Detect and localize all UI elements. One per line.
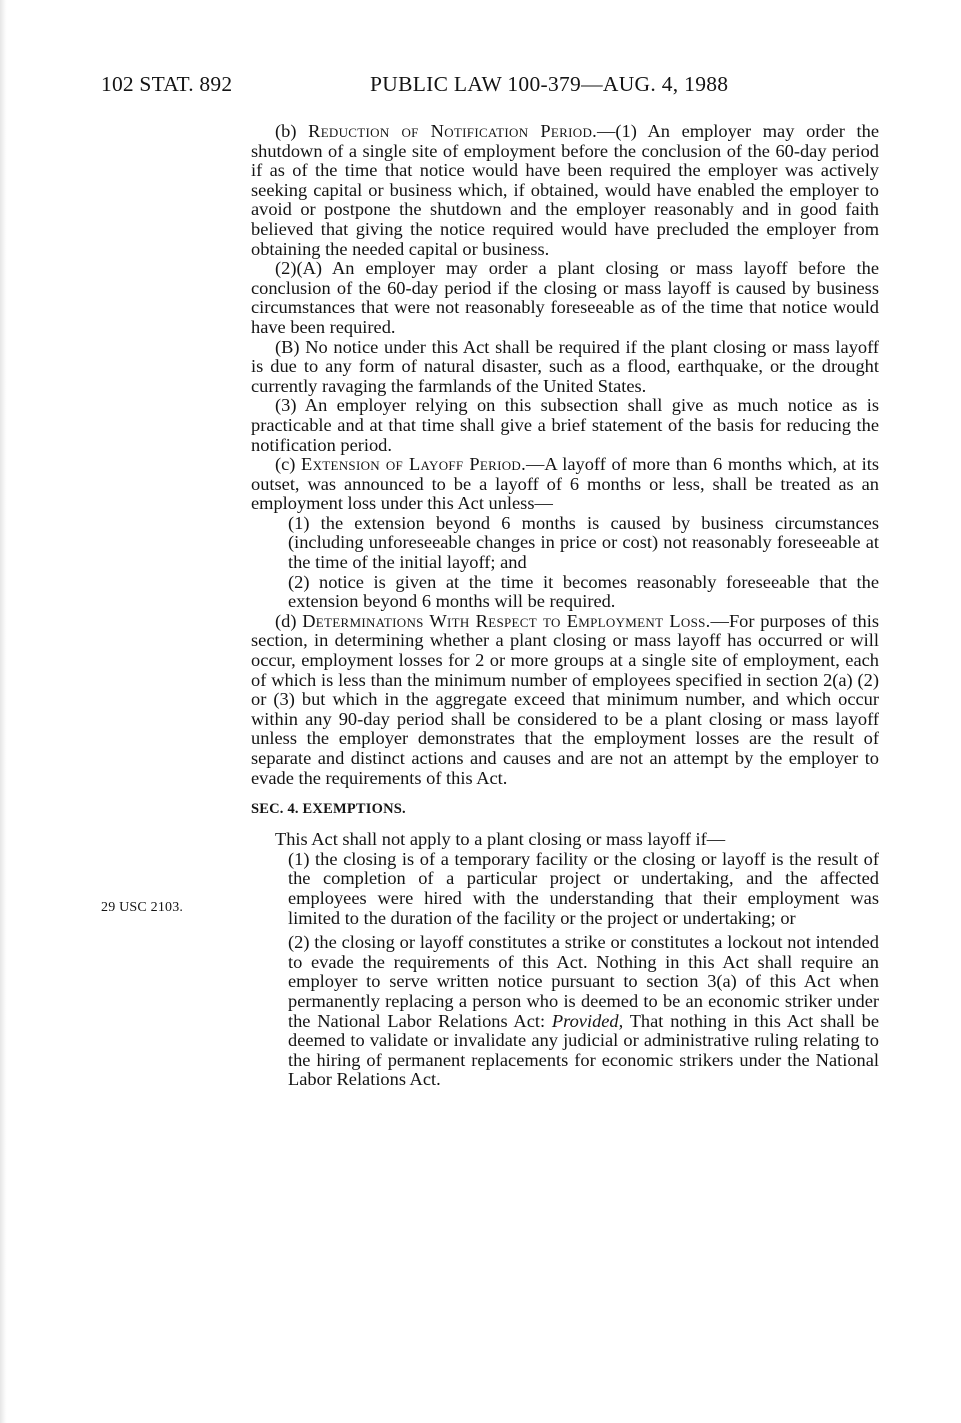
body-text [251, 122, 879, 1090]
proviso-term: Provided, [551, 1010, 624, 1031]
subsection-c-label: (c) [275, 454, 296, 475]
section-4-heading: SEC. 4. EXEMPTIONS. [251, 801, 406, 818]
subsection-d-paragraph: (d) Determinations With Respect to Employment Loss.—For purposes of this section, in determining whether a plant closing or mass layoff has occurred or will occur, employment losses for 2 or more groups at a single site of employment, each of which is less than the minimum number of employees specified in section 2(a) (2) or (3) but which in the aggregate exceed that minimum number, and which occur within any 90-day period shall be considered to be a plant closing or mass layoff unless the employer demonstrates that the employment losses are the result of separate and distinct actions and causes and are not an attempt by the employer to evade the requirements of this Act. [251, 610, 879, 788]
page-header [101, 72, 881, 100]
subsection-c-item-2: (2) notice is given at the time it becomes reasonably foreseeable that the extension beyond 6 months will be required. [288, 571, 879, 612]
stat-reference: 102 STAT. 892 [101, 72, 233, 96]
law-title: PUBLIC LAW 100-379—AUG. 4, 1988 [370, 72, 729, 96]
subsection-d-heading: Determinations With Respect to Employment Loss. [302, 610, 711, 631]
subsection-c-paragraph: (c) Extension of Layoff Period.—A layoff of more than 6 months which, at its outset, was announced to be a layoff of 6 months or less, shall be treated as an employment loss under this Act unless— [251, 454, 879, 514]
subsection-c-heading: Extension of Layoff Period. [301, 454, 526, 475]
subsection-b-label: (b) [275, 121, 297, 141]
subsection-b-paragraph-2b: (B) No notice under this Act shall be required if the plant closing or mass layoff is due to any form of natural disaster, such as a flood, earthquake, or the drought currently ravaging the farmlands of the United States. [251, 336, 879, 396]
subsection-b-paragraph-1: (b) Reduction of Notification Period.—(1) An employer may order the shutdown of a single site of employment before the conclusion of the 60-day period if as of the time that notice would have been required the employer was actively seeking capital or business which, if obtained, would have enabled the employer to avoid or postpone the shutdown and the employer reasonably and in good faith believed that giving the notice required would have precluded the employer from obtaining the needed capital or business. [251, 121, 880, 259]
subsection-d-label: (d) [275, 610, 297, 631]
subsection-b-paragraph-3: (3) An employer relying on this subsection shall give as much notice as is practicable and at that time shall give a brief statement of the basis for reducing the notification period. [251, 395, 879, 455]
subsection-c-item-1: (1) the extension beyond 6 months is caused by business circumstances (including unforeseeable changes in price or cost) not reasonably foreseeable at the time of the initial layoff; and [288, 512, 879, 573]
scan-edge-shadow [0, 0, 7, 1423]
subsection-b-heading: Reduction of Notification Period. [308, 121, 598, 141]
section-4-intro: This Act shall not apply to a plant closing or mass layoff if— [275, 829, 726, 850]
section-4-item-2: (2) the closing or layoff constitutes a strike or constitutes a lockout not intended to evade the requirements of this Act. Nothing in this Act shall require an employer to serve written notice pursuant to section 3(a) of this Act when permanently replacing a person who is deemed to be an economic striker under the National Labor Relations Act: Provided, That nothing in this Act shall be deemed to validate or invalidate any judicial or administrative ruling relating to the hiring of permanent replacements for economic strikers under the National Labor Relations Act. [288, 932, 879, 1090]
margin-citation: 29 USC 2103. [101, 900, 184, 915]
subsection-b-paragraph-2a: (2)(A) An employer may order a plant closing or mass layoff before the conclusion of the 60-day period if the closing or mass layoff is caused by business circumstances that were not reasonably foreseeable as of the time that notice would have been required. [251, 258, 879, 337]
section-4-item-1: (1) the closing is of a temporary facility or the closing or layoff is the result of the completion of a particular project or undertaking, and the affected employees were hired with the understanding that their employment was limited to the duration of the facility or the project or undertaking; or [288, 848, 879, 928]
